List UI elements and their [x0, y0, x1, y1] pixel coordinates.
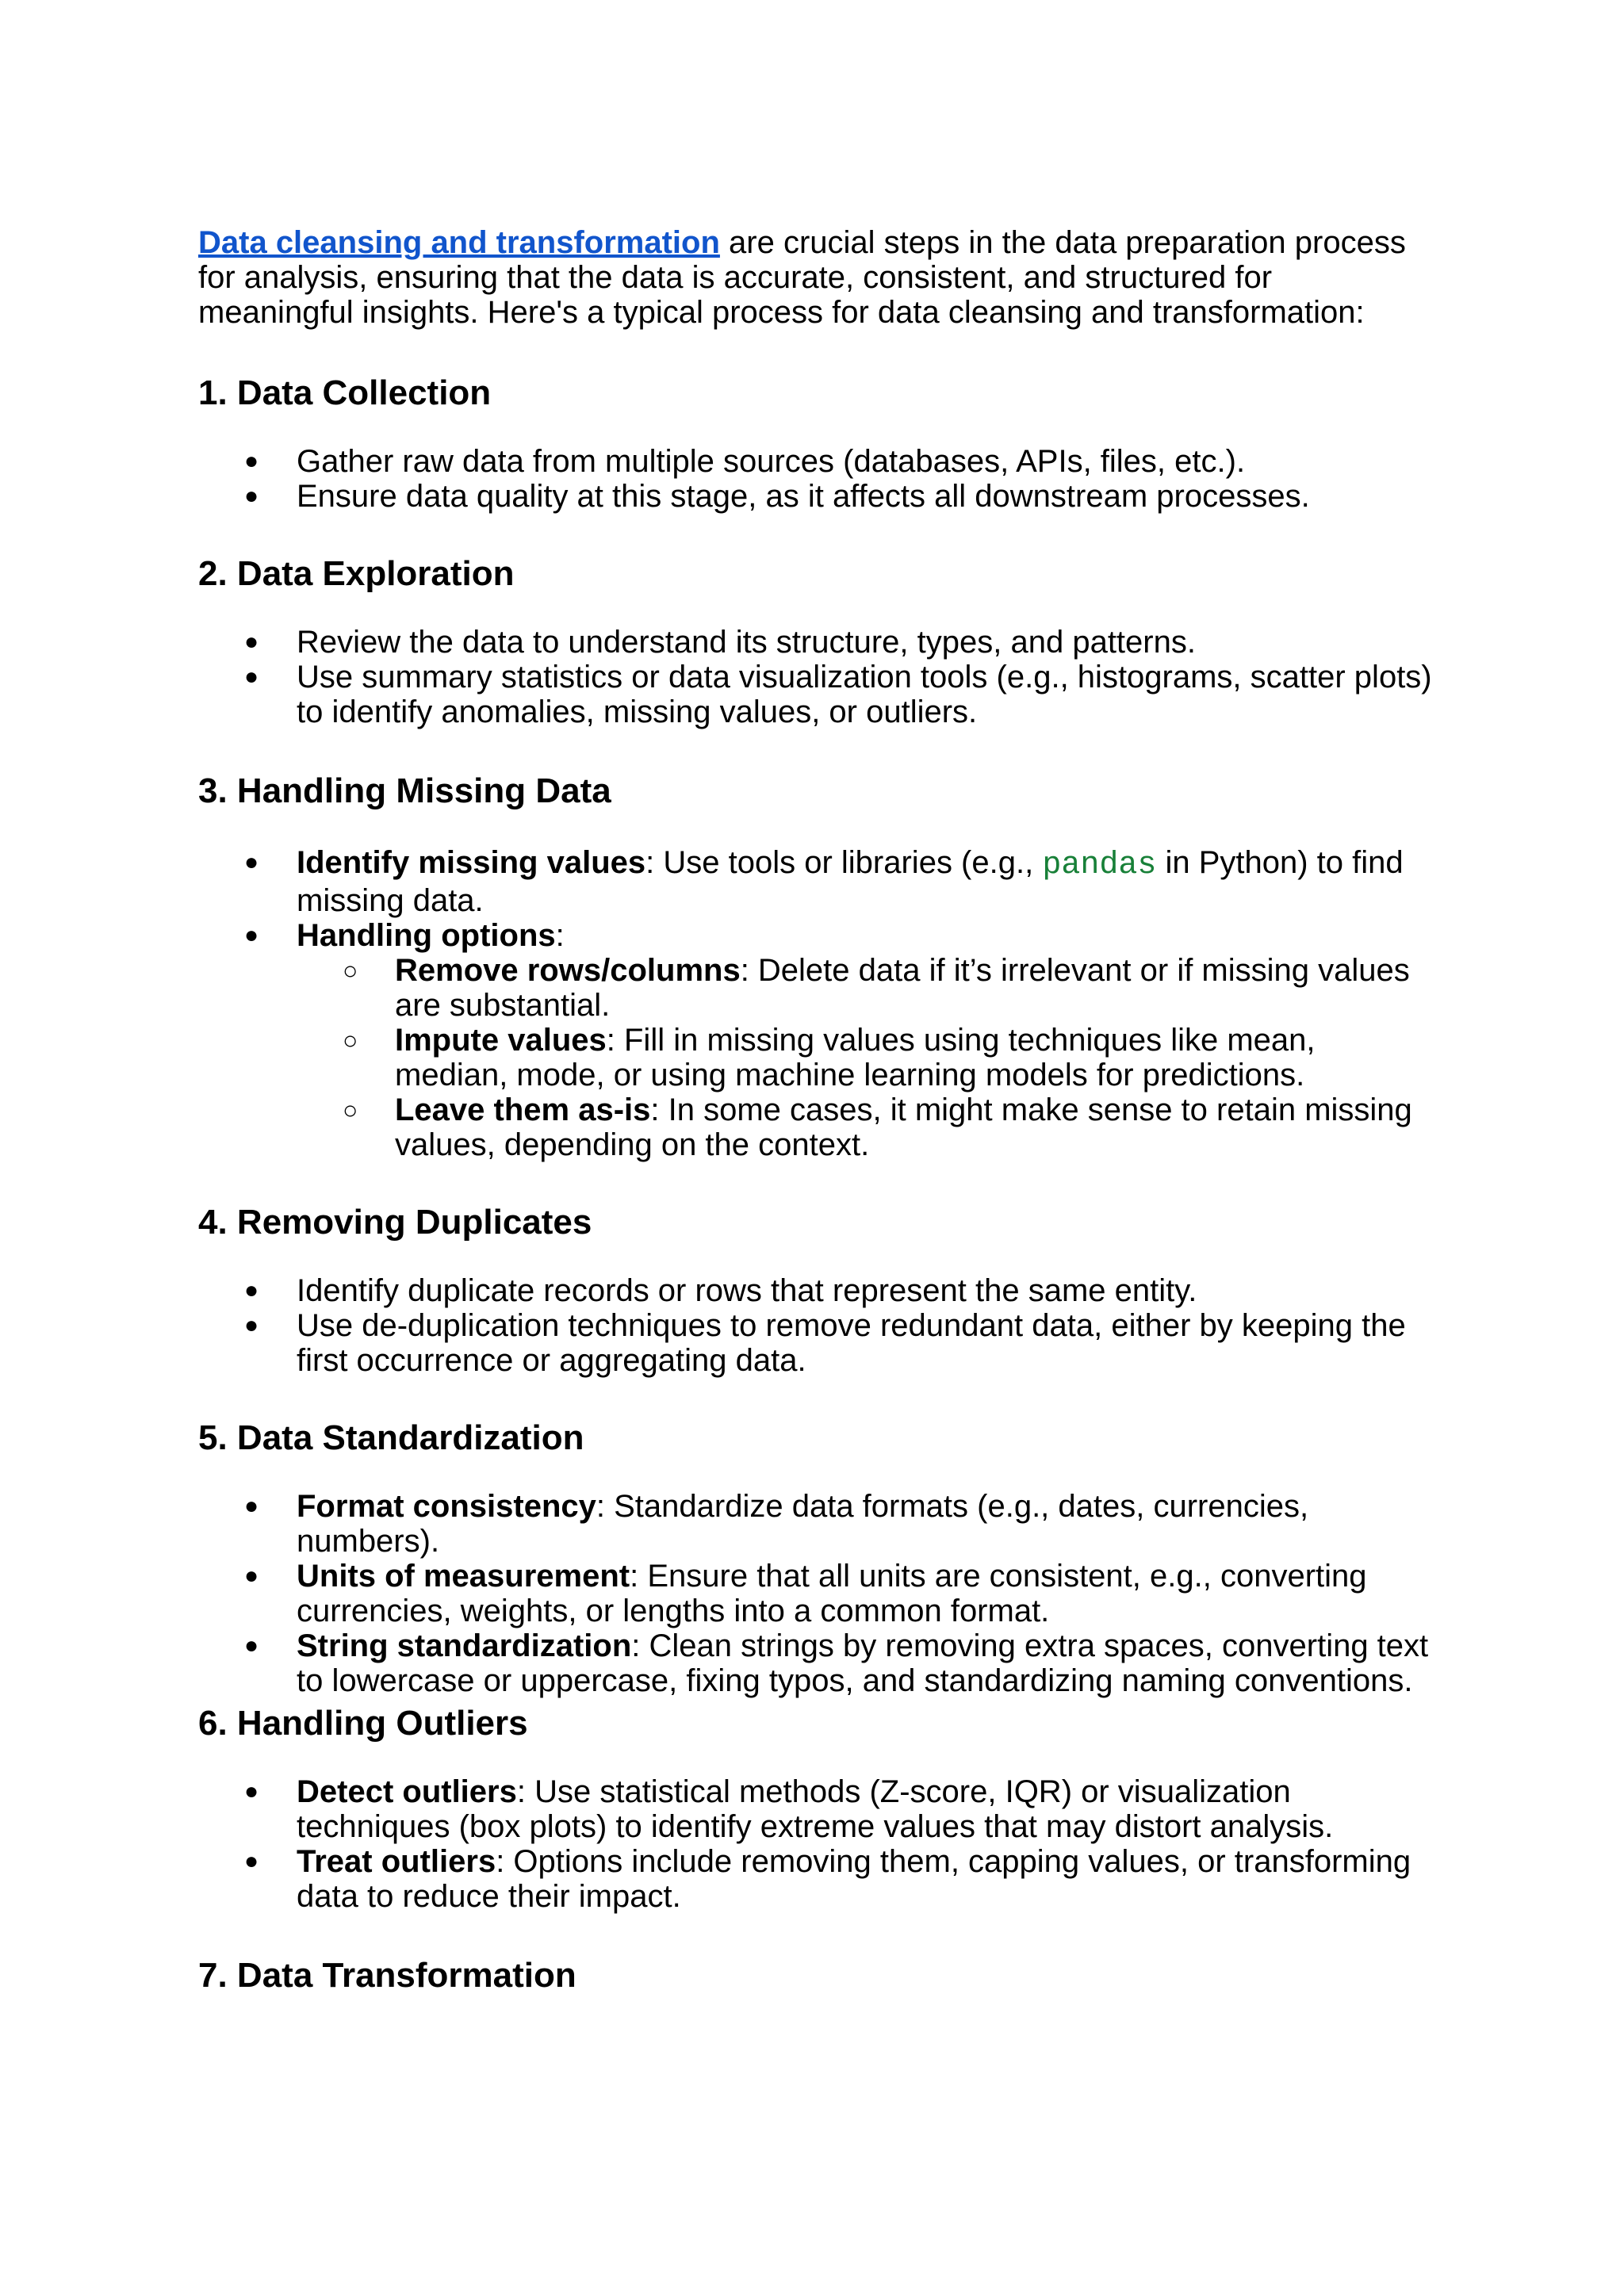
sub-list-item: ○ Leave them as-is: In some cases, it might make sense to retain missing values, depending on the context.: [343, 1093, 1412, 1162]
bullet-icon: ●: [244, 922, 259, 948]
section-heading: 6. Handling Outliers: [198, 1704, 528, 1743]
bullet-icon: ●: [244, 849, 259, 875]
intro-paragraph: [198, 225, 1435, 330]
intro-link[interactable]: Data cleansing and transformation: [198, 225, 720, 260]
list-item: ● String standardization: Clean strings by removing extra spaces, converting text to lowercase or uppercase, fixing typos, and standardizing naming conventions.: [244, 1628, 1429, 1698]
list-item: ● Treat outliers: Options include removing them, capping values, or transforming data to reduce their impact.: [244, 1844, 1411, 1914]
list-item: ● Units of measurement: Ensure that all units are consistent, e.g., converting currencies, weights, or lengths into a common format.: [244, 1559, 1367, 1628]
bullet-icon: ●: [244, 483, 259, 509]
code-snippet: pandas: [1042, 848, 1157, 883]
intro-text: are crucial steps in the data preparation process for analysis, ensuring that the data is accurate, consistent, and structured for meaningful insights. Here's a typical process for data cleansing and transformation:: [198, 225, 1406, 330]
section-heading: 2. Data Exploration: [198, 554, 515, 593]
bullet-icon: ●: [244, 1312, 259, 1338]
list-item: ● Review the data to understand its structure, types, and patterns.: [244, 625, 1196, 660]
section-removing-duplicates: [198, 1202, 1435, 1378]
bullet-list: [198, 625, 1435, 729]
bullet-icon: ●: [244, 1277, 259, 1303]
section-heading: 7. Data Transformation: [198, 1956, 576, 1995]
bullet-list: [198, 1774, 1435, 1914]
bullet-icon: ●: [244, 629, 259, 655]
list-item: ● Handling options: ○ Remove rows/columns: Delete data if it’s irrelevant or if missing values are substantial. ○ Impute values: Fill in missing values using techniques like mean, median, mode, or using machine learning models for predictions. ○ Leave them as-is: In some cases, it might make sense to retain missing values, depending on the context.: [198, 918, 1435, 1162]
circle-bullet-icon: ○: [343, 956, 358, 985]
list-item: ● Identify missing values: Use tools or libraries (e.g., pandas in Python) to find missing data.: [244, 845, 1404, 918]
section-handling-missing-data: [198, 771, 1435, 1162]
section-data-exploration: [198, 553, 1435, 729]
bullet-icon: ●: [244, 448, 259, 474]
bullet-icon: ●: [244, 1848, 259, 1874]
circle-bullet-icon: ○: [343, 1026, 358, 1054]
bullet-icon: ●: [244, 1778, 259, 1804]
section-heading: 3. Handling Missing Data: [198, 771, 611, 810]
bullet-icon: ●: [244, 1632, 259, 1659]
sub-list-item: ○ Remove rows/columns: Delete data if it’s irrelevant or if missing values are substantial.: [343, 953, 1410, 1023]
circle-bullet-icon: ○: [343, 1096, 358, 1124]
bullet-list: [198, 845, 1435, 1162]
list-item: ● Gather raw data from multiple sources (databases, APIs, files, etc.).: [244, 444, 1246, 479]
list-item: ● Ensure data quality at this stage, as it affects all downstream processes.: [244, 479, 1310, 514]
list-item: ● Detect outliers: Use statistical methods (Z-score, IQR) or visualization techniques (box plots) to identify extreme values that may distort analysis.: [244, 1774, 1334, 1844]
bullet-icon: ●: [244, 664, 259, 690]
section-data-standardization: [198, 1418, 1435, 1698]
sub-list-item: ○ Impute values: Fill in missing values using techniques like mean, median, mode, or using machine learning models for predictions.: [343, 1023, 1316, 1093]
sub-bullet-list: [297, 953, 1435, 1162]
list-item: ● Use summary statistics or data visualization tools (e.g., histograms, scatter plots) to identify anomalies, missing values, or outliers.: [244, 660, 1432, 729]
bullet-icon: ●: [244, 1493, 259, 1519]
bullet-list: [198, 1273, 1435, 1378]
section-data-transformation: [198, 1955, 1435, 1996]
section-data-collection: [198, 373, 1435, 514]
section-handling-outliers: [198, 1703, 1435, 1914]
list-item: ● Format consistency: Standardize data formats (e.g., dates, currencies, numbers).: [244, 1489, 1309, 1559]
bullet-list: [198, 1489, 1435, 1698]
bullet-icon: ●: [244, 1563, 259, 1589]
list-item: ● Identify duplicate records or rows that represent the same entity.: [244, 1273, 1197, 1308]
section-heading: 4. Removing Duplicates: [198, 1203, 592, 1242]
list-item: ● Use de-duplication techniques to remove redundant data, either by keeping the first occurrence or aggregating data.: [244, 1308, 1406, 1378]
bullet-list: [198, 444, 1435, 514]
section-heading: 5. Data Standardization: [198, 1418, 584, 1457]
section-heading: 1. Data Collection: [198, 373, 492, 412]
